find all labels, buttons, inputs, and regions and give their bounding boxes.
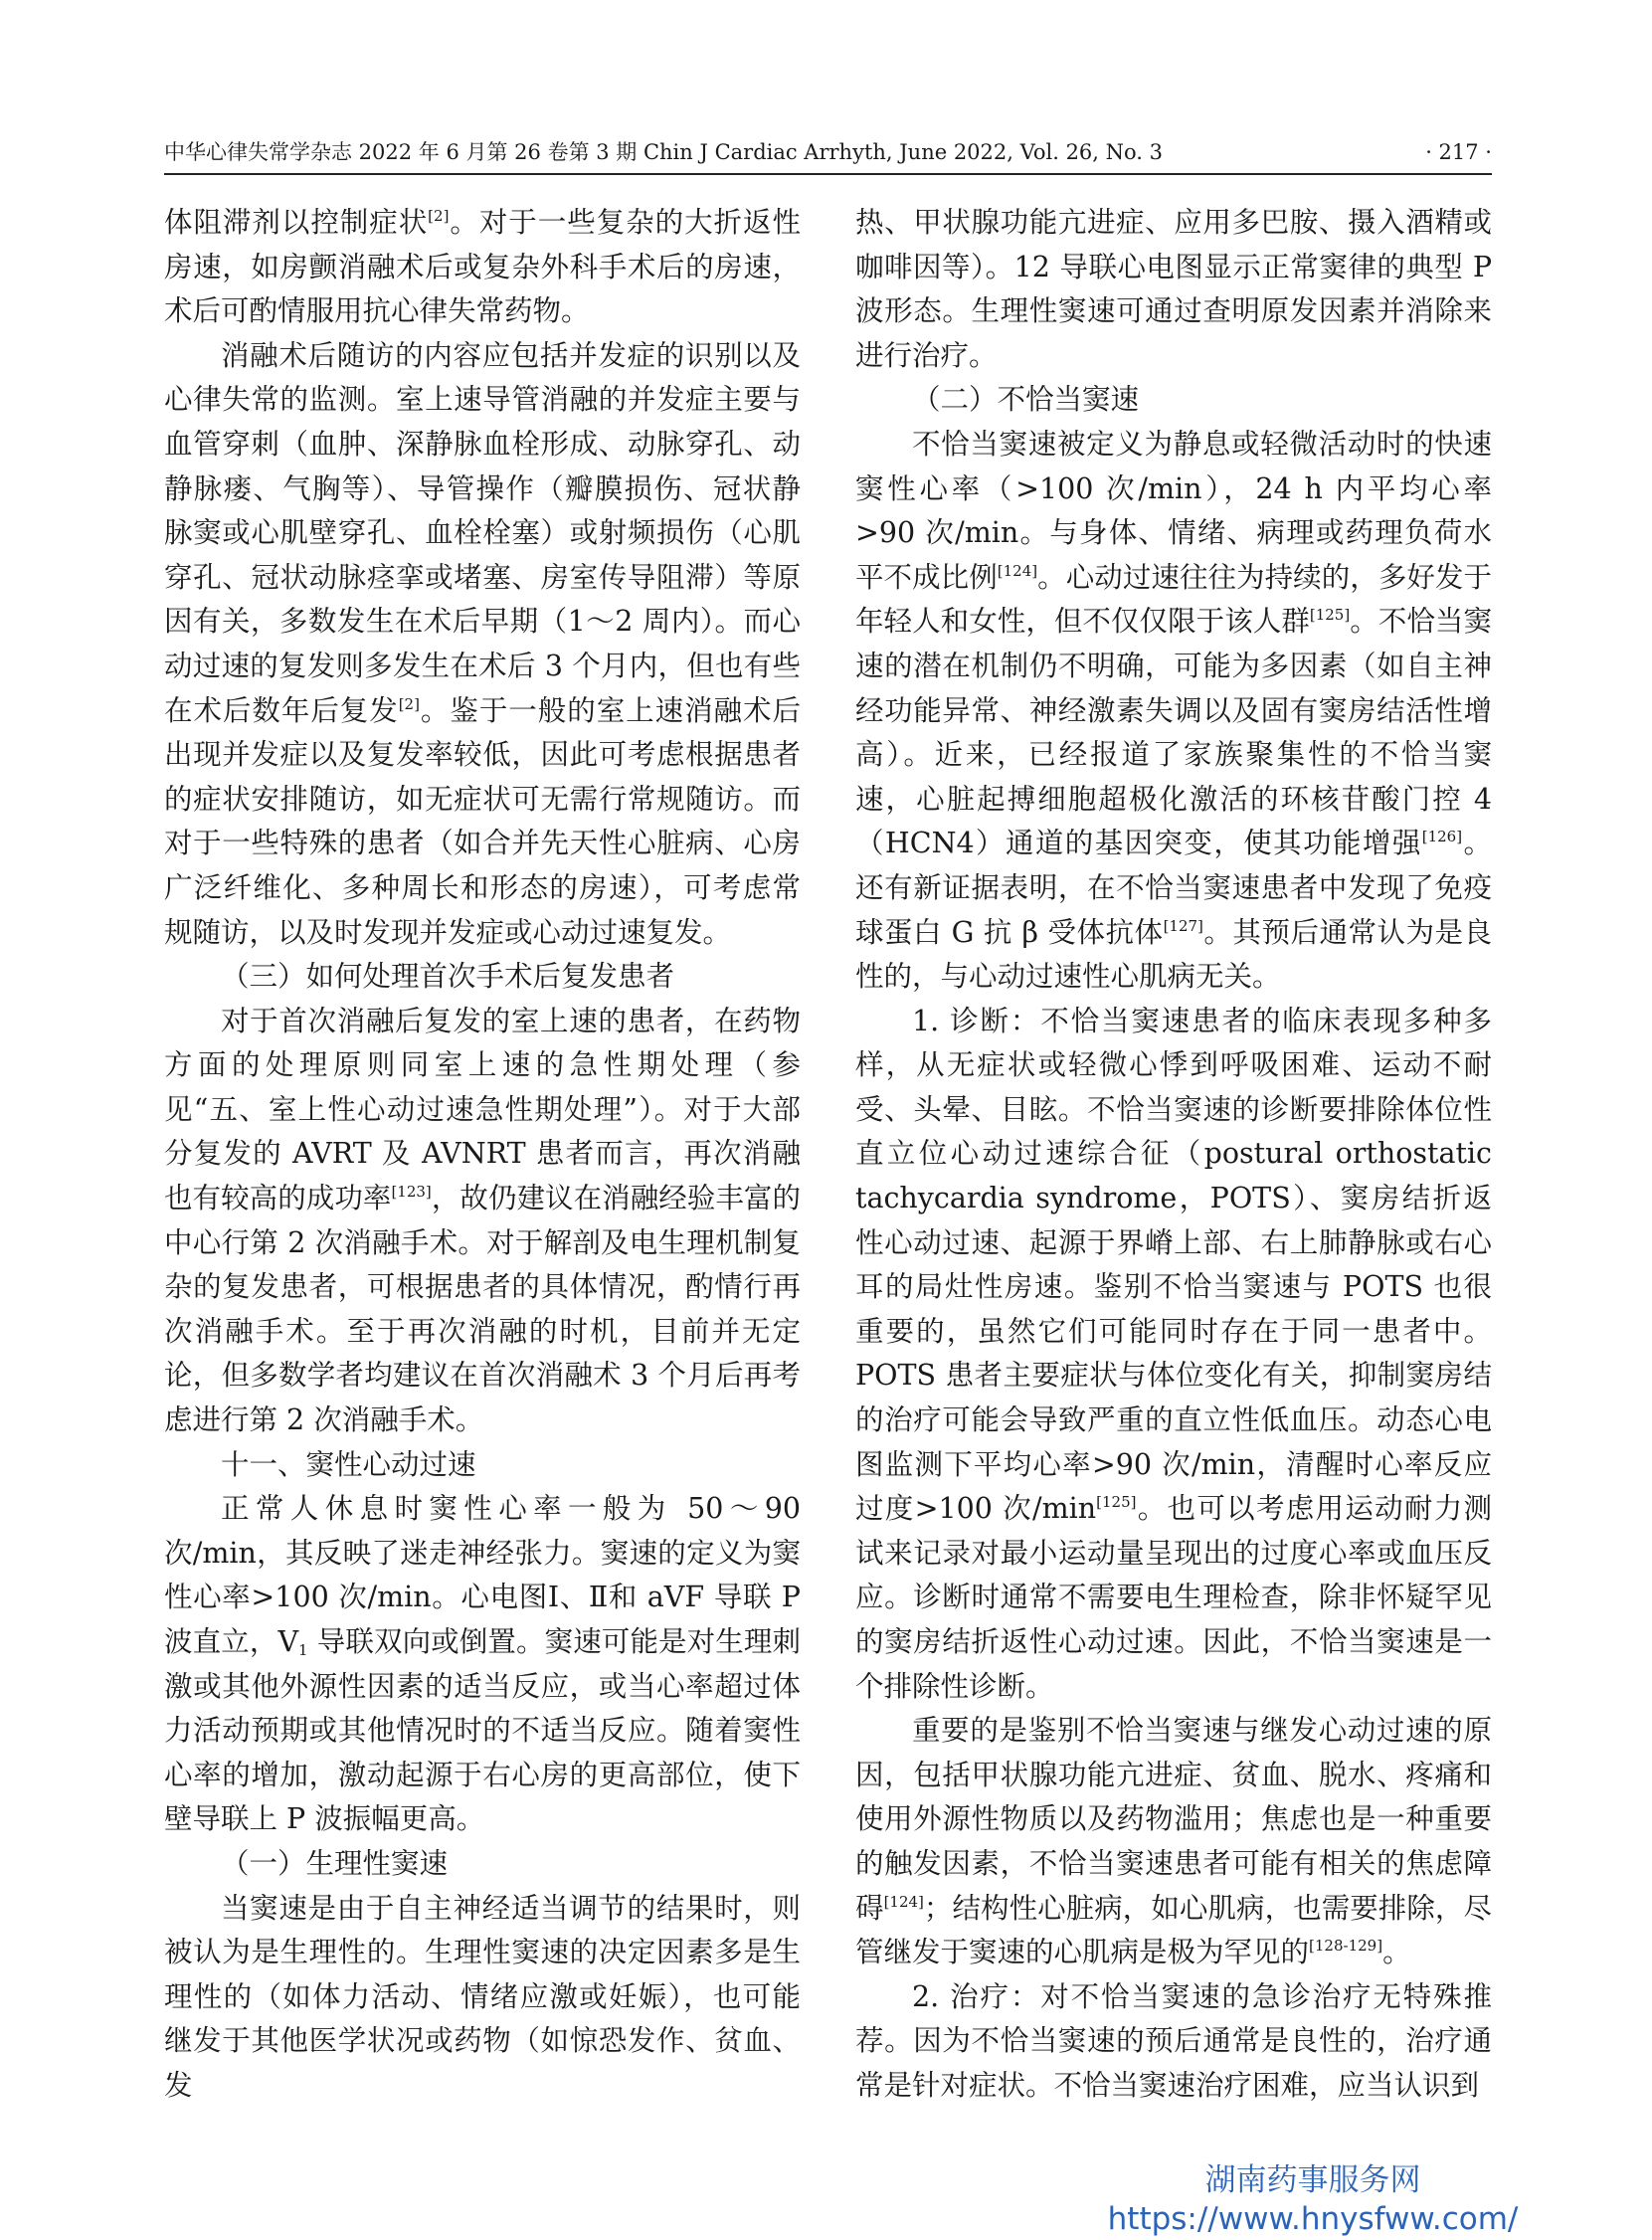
paragraph xyxy=(164,1487,801,1842)
watermark-url[interactable]: https://www.hnysfww.com/ xyxy=(1107,2201,1519,2237)
section-heading: （一）生理性窦速 xyxy=(221,1846,449,1880)
citation: [2] xyxy=(398,694,420,713)
paragraph-text: 体阻滞剂以控制症状 xyxy=(164,206,429,239)
paragraph xyxy=(164,1000,801,1443)
paragraph-text: 对于首次消融后复发的室上速的患者，在药物方面的处理原则同室上速的急性期处理（参见“五、室上性心动过速急性期处理”）。对于大部分复发的 AVRT 及 AVNRT 患者而言，再次消融也有较高的成功率 xyxy=(164,1004,801,1215)
section-heading: （三）如何处理首次手术后复发患者 xyxy=(221,960,675,994)
subscript: 1 xyxy=(298,1641,308,1659)
paragraph-text: 不恰当窦速被定义为静息或轻微活动时的快速窦性心率（>100 次/min），24 h 内平均心率>90 次/min。与身体、情绪、病理或药理负荷水平不成比例 xyxy=(855,427,1492,594)
page-number: · 217 · xyxy=(1425,140,1492,164)
paragraph: 热、甲状腺功能亢进症、应用多巴胺、摄入酒精或咖啡因等）。12 导联心电图显示正常窦律的典型 P 波形态。生理性窦速可通过查明原发因素并消除来进行治疗。 xyxy=(855,206,1492,372)
paragraph-text: 。还有新证据表明，在不恰当窦速患者中发现了免疫球蛋白 G 抗 β 受体抗体 xyxy=(855,827,1492,949)
paragraph-text: 导联双向或倒置。窦速可能是对生理刺激或其他外源性因素的适当反应，或当心率超过体力活动预期或其他情况时的不适当反应。随着窦性心率的增加，激动起源于右心房的更高部位，使下壁导联上 P 波振幅更高。 xyxy=(164,1625,801,1836)
paragraph-text: 。鉴于一般的室上速消融术后出现并发症以及复发率较低，因此可考虑根据患者的症状安排随访，如无症状可无需行常规随访。而对于一些特殊的患者（如合并先天性心脏病、心房广泛纤维化、多种周长和形态的房速），可考虑常规随访，以及时发现并发症或心动过速复发。 xyxy=(164,693,801,949)
citation: [124] xyxy=(997,561,1038,580)
paragraph xyxy=(855,1000,1492,1710)
paragraph-text: 。不恰当窦速的潜在机制仍不明确，可能为多因素（如自主神经功能异常、神经激素失调以及固有窦房结活性增高）。近来，已经报道了家族聚集性的不恰当窦速，心脏起搏细胞超极化激活的环核苷酸门控 4（HCN4）通道的基因突变，使其功能增强 xyxy=(855,605,1492,860)
citation: [124] xyxy=(883,1892,924,1911)
paragraph xyxy=(164,334,801,955)
citation: [126] xyxy=(1421,828,1463,846)
left-column xyxy=(164,201,801,2109)
paragraph xyxy=(855,1709,1492,1975)
paragraph-text: 。对于一些复杂的大折返性房速，如房颤消融术后或复杂外科手术后的房速，术后可酌情服用抗心律失常药物。 xyxy=(164,206,801,328)
citation: [2] xyxy=(428,207,450,225)
citation: [125] xyxy=(1309,606,1351,625)
paragraph-text: 。 xyxy=(1382,1936,1411,1969)
paragraph: 2. 治疗：对不恰当窦速的急诊治疗无特殊推荐。因为不恰当窦速的预后通常是良性的，治疗通常是针对症状。不恰当窦速治疗困难，应当认识到 xyxy=(855,1979,1492,2102)
citation: [127] xyxy=(1163,916,1203,935)
paragraph-text: 。心动过速往往为持续的，多好发于年轻人和女性，但不仅仅限于该人群 xyxy=(855,560,1492,639)
journal-citation: 中华心律失常学杂志 2022 年 6 月第 26 卷第 3 期 Chin J Cardiac Arrhyth, June 2022, Vol. 26, No. 3 xyxy=(164,140,1163,164)
paragraph-text: ；结构性心脏病，如心肌病，也需要排除，尽管继发于窦速的心肌病是极为罕见的 xyxy=(855,1891,1492,1969)
watermark xyxy=(1094,2160,1532,2238)
citation: [125] xyxy=(1096,1493,1137,1512)
paragraph xyxy=(855,423,1492,1000)
section-heading: 十一、窦性心动过速 xyxy=(221,1447,476,1481)
citation: [123] xyxy=(391,1183,432,1202)
right-column xyxy=(855,201,1492,2109)
paragraph-text: 。也可以考虑用运动耐力测试来记录对最小运动量呈现出的过度心率或血压反应。诊断时通常不需要电生理检查，除非怀疑罕见的窦房结折返性心动过速。因此，不恰当窦速是一个排除性诊断。 xyxy=(855,1492,1492,1703)
citation: [128-129] xyxy=(1309,1937,1383,1956)
paragraph-text: ，故仍建议在消融经验丰富的中心行第 2 次消融手术。对于解剖及电生理机制复杂的复发患者，可根据患者的具体情况，酌情行再次消融手术。至于再次消融的时机，目前并无定论，但多数学者均建议在首次消融术 3 个月后再考虑进行第 2 次消融手术。 xyxy=(164,1182,801,1437)
paragraph-text: 消融术后随访的内容应包括并发症的识别以及心律失常的监测。室上速导管消融的并发症主要与血管穿刺（血肿、深静脉血栓形成、动脉穿孔、动静脉瘘、气胸等）、导管操作（瓣膜损伤、冠状静脉窦或心肌壁穿孔、血栓栓塞）或射频损伤（心肌穿孔、冠状动脉痉挛或堵塞、房室传导阻滞）等原因有关，多数发生在术后早期（1～2 周内）。而心动过速的复发则多发生在术后 3 个月内，但也有些在术后数年后复发 xyxy=(164,338,801,727)
paragraph xyxy=(164,201,801,334)
paragraph-text: 重要的是鉴别不恰当窦速与继发心动过速的原因，包括甲状腺功能亢进症、贫血、脱水、疼痛和使用外源性物质以及药物滥用；焦虑也是一种重要的触发因素，不恰当窦速患者可能有相关的焦虑障碍 xyxy=(855,1714,1492,1925)
paragraph-text: 正常人休息时窦性心率一般为 50～90 次/min，其反映了迷走神经张力。窦速的定义为窦性心率>100 次/min。心电图Ⅰ、Ⅱ和 aVF 导联 P 波直立，V xyxy=(164,1492,801,1658)
paragraph: 当窦速是由于自主神经适当调节的结果时，则被认为是生理性的。生理性窦速的决定因素多是生理性的（如体力活动、情绪应激或妊娠），也可能继发于其他医学状况或药物（如惊恐发作、贫血、发 xyxy=(164,1891,801,2102)
watermark-title: 湖南药事服务网 xyxy=(1204,2162,1421,2198)
running-header xyxy=(164,137,1492,167)
section-heading: （二）不恰当窦速 xyxy=(912,383,1140,417)
header-rule xyxy=(164,173,1492,175)
paragraph-text: 。其预后通常认为是良性的，与心动过速性心肌病无关。 xyxy=(855,915,1492,994)
paragraph-text: 1. 诊断：不恰当窦速患者的临床表现多种多样，从无症状或轻微心悸到呼吸困难、运动不耐受、头晕、目眩。不恰当窦速的诊断要排除体位性直立位心动过速综合征（postural orthostatic tachycardia syndrome，POTS）、窦房结折返性心动过速、起源于界嵴上部、右上肺静脉或右心耳的局灶性房速。鉴别不恰当窦速与 POTS 也很重要的，虽然它们可能同时存在于同一患者中。POTS 患者主要症状与体位变化有关，抑制窦房结的治疗可能会导致严重的直立性低血压。动态心电图监测下平均心率>90 次/min，清醒时心率反应过度>100 次/min xyxy=(855,1004,1492,1526)
